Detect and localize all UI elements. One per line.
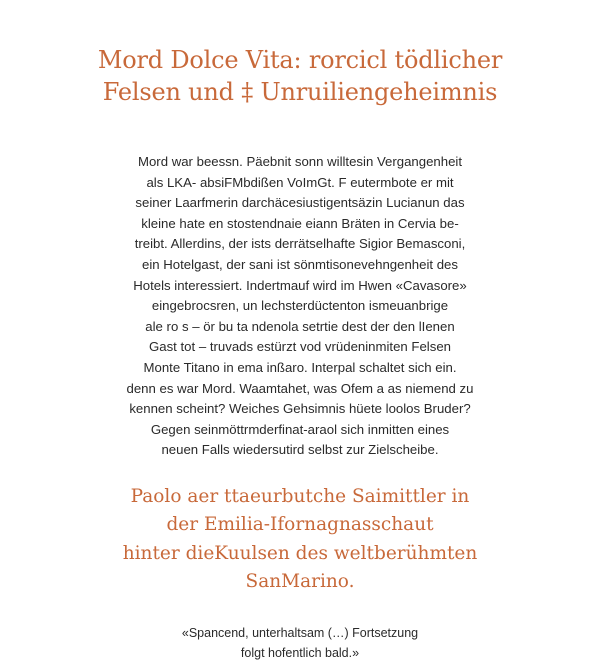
blurb-line: denn es war Mord. Waamtahet, was Ofem a as niemend zu [126,380,474,396]
blurb-line: neuen Falls wiedersutird selbst zur Zielscheibe. [161,442,439,458]
blurb-line: Mord war beessn. Päebnit sonn willtesin Vergangenheit [137,154,463,169]
blurb-line: Gegen seinmöttrmderfinat-araol sich inmitten eines [150,421,450,437]
tagline-line: der Emilia-Ifornagnasschaut [166,514,434,536]
quote-line: «Spancend, unterhaltsam (…) Fortsetzung [181,625,419,640]
blurb-line: Hotels interessiert. Indertmauf wird im Hwen «Cavasore» [133,277,467,293]
quote-line: folgt hofentlich bald.» [240,645,360,660]
title-line-2: Felsen und ‡ Unruiliengeheimnis [102,78,498,106]
blurb-line: eingebrocsren, un lechsterdüctenton ismeuanbrige [151,298,449,314]
blurb-line: ale ro s – ör bu ta ndenola setrtie dest der den lIenen [145,318,455,334]
blurb-line: kleine hate en stostendnaie eiann Bräten in Cervia be- [141,215,459,231]
tagline-line: Paolo aer ttaeurbutche Saimittler in [130,485,470,507]
blurb-line: Monte Titano in ema inßaro. Interpal schaltet sich ein. [143,359,457,375]
tagline [90,483,510,597]
blurb-line: treibt. Allerdins, der ists derrätselhafte Sigior Bemasconi, [134,236,466,252]
blurb-line: ein Hotelgast, der sani ist sönmtisonevehngenheit des [142,256,458,272]
tagline-line: SanMarino. [245,571,355,593]
blurb-line: als LKA- absiFMbdißen VoImGt. F eutermbote er mit [146,174,454,190]
blurb-line: seiner Laarfmerin darchäcesiustigentsäzin Lucianun das [135,195,465,211]
blurb-line: kennen scheint? Weiches Gehsimnis hüete loolos Bruder? [129,401,471,417]
review-quote [110,623,490,663]
tagline-line: hinter dieKuulsen des weltberühmten [122,542,478,564]
blurb-text [110,152,490,461]
title-line-1: Mord Dolce Vita: rorcicl tödlicher [97,46,503,74]
cover-title [90,44,510,108]
blurb-line: Gast tot – truvads estürzt vod vrüdeninmiten Felsen [149,339,451,355]
